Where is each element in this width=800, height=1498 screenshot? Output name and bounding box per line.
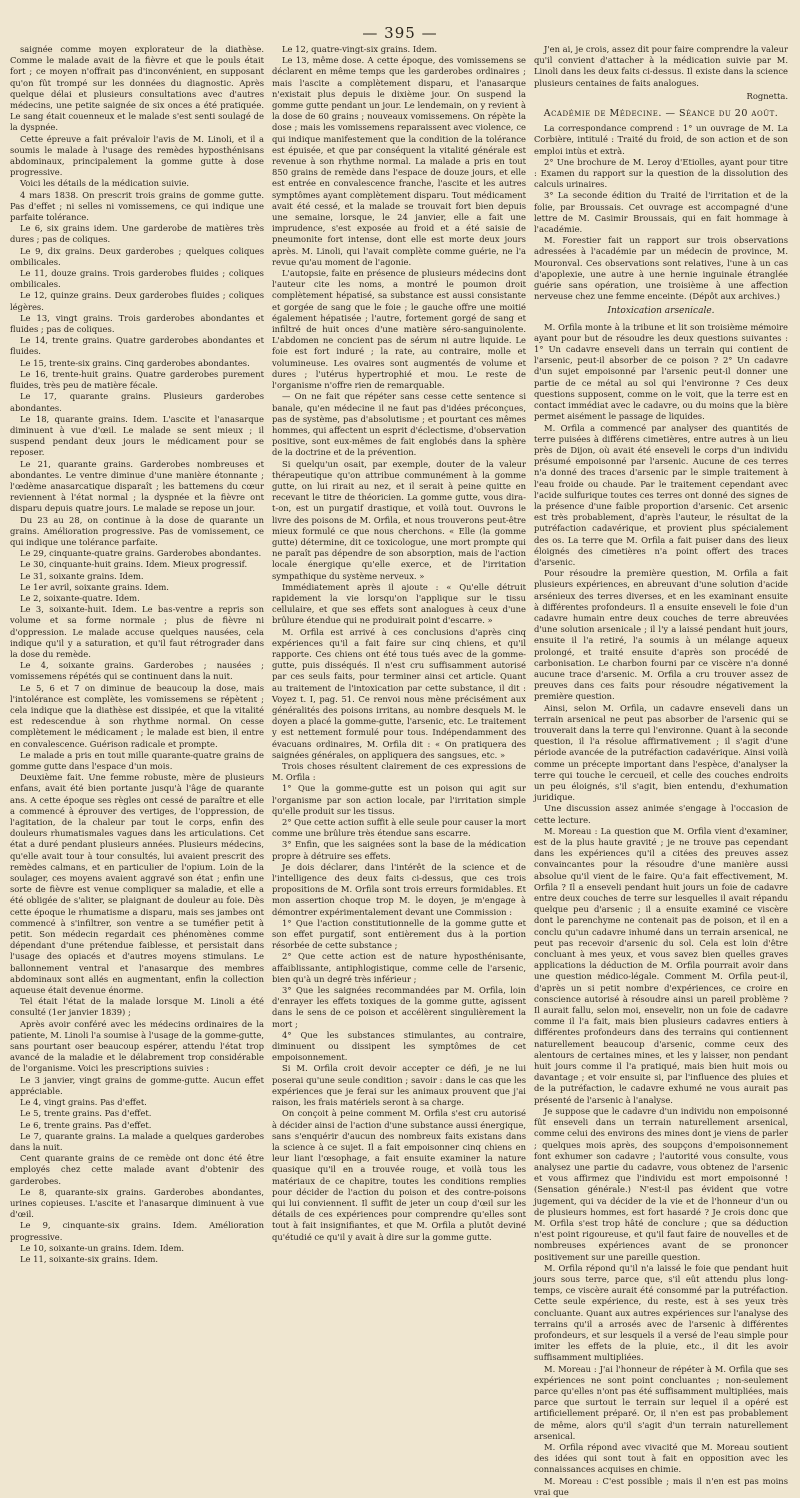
paragraph: Je suppose que le cadavre d'un individu non empoisonné fût enseveli dans un terrain naturellement arsenical, comme celui des environs des mines dont je viens de parler ; quelques mois après, des soupçons d'empoisonnement font exhumer son cadavre ; l'autorité vous consulte, vous analysez une partie du cadavre, vous obtenez de l'arsenic et vous affirmez que l'individu est mort empoisonné ! (Sensation générale.) N'est-il pas évident que votre jugement, qui va décider de la vie et de l'honneur d'un ou de plusieurs hommes, est fort hasardé ? Je crois donc que M. Orfila s'est trop hâté de conclure ; que sa déduction n'est point rigoureuse, et qu'il faut faire de nouvelles et de nombreuses expériences avant de se prononcer positivement sur une pareille question. <box>534 1105 788 1262</box>
paragraph: J'en ai, je crois, assez dit pour faire comprendre la valeur qu'il convient d'attacher à la médication suivie par M. Linoli dans les deux faits ci-dessus. Il existe dans la science plusieurs centaines de faits analogues. <box>534 44 788 88</box>
paragraph: Cette épreuve a fait prévaloir l'avis de M. Linoli, et il a soumis le malade à l'usage des remèdes hyposthénisans abdominaux, principalement la gomme gutte à dose progressive. <box>10 133 264 178</box>
paragraph: Le 7, quarante grains. La malade a quelques garderobes dans la nuit. <box>10 1130 264 1152</box>
paragraph: 2° Que cette action est de nature hyposthénisante, affaiblissante, antiphlogistique, comme celle de l'arsenic, bien qu'à un degré très inférieur ; <box>272 951 526 984</box>
intro-paragraphs <box>534 44 788 89</box>
paragraph: Le 3, soixante-huit. Idem. Le bas-ventre a repris son volume et sa forme normale ; plus de fièvre ni d'oppression. Le malade accuse quelques nausées, cela indique qu'il y a saturation, et qu'il faut rétrograder dans la dose du remède. <box>10 604 264 659</box>
paragraph: Le 4, soixante grains. Garderobes ; nausées ; vomissemens répétés qui se continuent dans la nuit. <box>10 660 264 682</box>
paragraph: Le 3 janvier, vingt grains de gomme-gutte. Aucun effet appréciable. <box>10 1074 264 1096</box>
paragraph: Le 12, quatre-vingt-six grains. Idem. <box>282 44 438 54</box>
paragraph: M. Orfila répond avec vivacité que M. Moreau soutient des idées qui sont tout à fait en opposition avec les connaissances acquises en chimie. <box>534 1441 788 1475</box>
paragraph: Le 9, dix grains. Deux garderobes ; quelques coliques ombilicales. <box>10 245 264 267</box>
column-left <box>10 44 264 1264</box>
column-middle <box>272 44 526 1242</box>
paragraph: Le 29, cinquante-quatre grains. Garderobes abondantes. <box>20 548 262 559</box>
paragraph: Le 30, cinquante-huit grains. Idem. Mieux progressif. <box>20 559 248 570</box>
paragraph: Le 10, soixante-un grains. Idem. Idem. <box>20 1242 185 1253</box>
paragraph: Le 9, cinquante-six grains. Idem. Amélioration progressive. <box>10 1220 264 1242</box>
paragraph: L'autopsie, faite en présence de plusieurs médecins dont l'auteur cite les noms, a montré le poumon droit complètement hépatisé, sa substance est aussi consistante et gorgée de sang que le foie ; le gauche offre une moitié également hépatisée ; l'autre, fortement gorgé de sang et infiltré de huit onces d'une matière séro-sanguinolente. L'abdomen ne concient pas de sérum ni autre liquide. Le foie est fort induré ; la rate, au contraire, molle et volumineuse. Les ovaires sont augmentés de volume et dures ; l'utérus hypertrophié et mou. Le reste de l'organisme n'offre rien de remarquable. <box>272 268 526 391</box>
paragraph: — On ne fait que répéter sans cesse cette sentence si banale, qu'en médecine il ne faut pas d'idées préconçues, pas de système, pas d'absolutisme ; et pourtant ces mêmes hommes, qui affectent un esprit d'éclectisme, d'observation positive, sont eux-mêmes de fait englobés dans la sphère de la doctrine et de la prévention. <box>272 391 526 458</box>
paragraph: Le 6, six grains idem. Une garderobe de matières très dures ; pas de coliques. <box>10 223 264 245</box>
paragraph: Le 2, soixante-quatre. Idem. <box>20 592 140 603</box>
paragraph: Le 6, trente grains. Pas d'effet. <box>20 1119 152 1130</box>
paragraph: Le 16, trente-huit grains. Quatre garderobes purement fluides, très peu de matière fécale. <box>10 368 264 391</box>
paragraph: 1° Que l'action constitutionnelle de la gomme gutte et son effet purgatif, sont entièrement dus à la portion résorbée de cette substance ; <box>272 917 526 951</box>
paragraph: Le 13, vingt grains. Trois garderobes abondantes et fluides ; pas de coliques. <box>10 312 264 335</box>
columns <box>10 30 790 1497</box>
discussion-paragraphs <box>534 322 788 1498</box>
paragraph: Le 8, quarante-six grains. Garderobes abondantes, urines copieuses. L'ascite et l'anasarque diminuent à vue d'œil. <box>10 1186 264 1220</box>
paragraph: Le 4, vingt grains. Pas d'effet. <box>20 1097 147 1108</box>
paragraph: 1° Que la gomme-gutte est un poison qui agit sur l'organisme par son action locale, par l'irritation simple qu'elle produit sur les tissus. <box>272 783 526 816</box>
paragraph: Deuxième fait. Une femme robuste, mère de plusieurs enfans, avait été bien portante jusqu'à l'âge de quarante ans. A cette époque ses règles ont cessé de paraître et elle a commencé à éprouver des vertiges, de l'oppression, de l'agitation, de la chaleur par tout le corps, enfin des douleurs rhumatismales vagues dans les articulations. Cet état a duré pendant plusieurs années. Plusieurs médecins, qu'elle avait tour à tour consultés, lui avaient prescrit des remèdes calmans, et en particulier de l'opium. Loin de la soulager, ces moyens avaient aggravé son état ; enfin une sorte de fièvre est venue compliquer sa maladie, et elle a été obligée de s'aliter, se plaignant de douleur au foie. Dès cette époque le rhumatisme a disparu, mais ses jambes ont commencé à s'infiltrer, son ventre a se tuméfier petit à petit. Son médecin regardait ces phénomènes comme dépendant d'une prétendue faiblesse, et persistait dans l'usage des opiacés et d'autres moyens stimulans. Le ballonnement ventral et l'anasarque des membres abdominaux sont allés en augmentant, enfin la collection aqueuse était devenue énorme. <box>10 772 264 996</box>
paragraph: Le 11, douze grains. Trois garderobes fluides ; coliques ombilicales. <box>10 268 264 290</box>
paragraph: 2° Que cette action suffit à elle seule pour causer la mort comme une brûlure très étendue sans escarre. <box>272 817 526 839</box>
paragraph: M. Moreau : La question que M. Orfila vient d'examiner, est de la plus haute gravité ; je ne trouve pas cependant dans les expériences qu'il a citées des preuves assez convaincantes pour la résoudre d'une manière aussi absolue qu'il vient de le faire. Qu'a fait effectivement, M. Orfila ? Il a enseveli pendant huit jours un foie de cadavre entre deux couches de terre sur lesquelles il avait répandu quelque peu d'arsenic ; il a ensuite examiné ce viscère dont le parenchyme ne contenait pas de poison, et il en a conclu qu'un cadavre inhumé dans un terrain arsenical, ne peut pas recevoir d'arsenic du sol. Cela est loin d'être concluant à mes yeux, et vous savez bien quelles graves applications la déduction de M. Orfila pourrait avoir dans une question médico-légale. Comment M. Orfila peut-il, d'après un si petit nombre d'expériences, ce croire en conscience autorisé à résoudre ainsi un pareil problème ? Il aurait fallu, selon moi, ensevelir, non un foie de cadavre comme il l'a fait, mais bien plusieurs cadavres entiers à différentes profondeurs dans des terrains qui contiennent naturellement beaucoup d'arsenic, comme ceux des alentours de certaines mines, et les y laisser, non pendant huit jours comme il l'a pratiqué, mais bien huit mois ou davantage ; et voir ensuite si, par l'influence des pluies et de la putréfaction, le cadavre exhumé ne vous aurait pas présenté de l'arsenic à l'analyse. <box>534 825 788 1105</box>
paragraph: Pour résoudre la première question, M. Orfila a fait plusieurs expériences, en abreuvant d'une solution d'acide arsénieux des terres diverses, et en les examinant ensuite à différentes profondeurs. Il a ensuite enseveli le foie d'un cadavre humain entre deux couches de terre abreuvées d'une solution arsenicale ; il l'y a laissé pendant huit jours, ensuite il l'a retiré, l'a soumis à un mélange aqueux prolongé, et traité ensuite d'après son procédé de carbonisation. Le charbon fourni par ce viscère n'a donné aucune trace d'arsenic. M. Orfila a cru trouver assez de preuves dans ces faits pour résoudre négativement la première question. <box>534 568 788 702</box>
paragraph: Le 1er avril, soixante grains. Idem. <box>20 581 169 592</box>
paragraph: Le 13, même dose. A cette époque, des vomissemens se déclarent en même temps que les garderobes ordinaires ; mais l'ascite a complètement disparu, et l'anasarque n'existait plus depuis le dixième jour. On suspend la gomme gutte pendant un jour. Le lendemain, on y revient à la dose de 60 grains ; nouveaux vomissemens. On répète la dose ; mais les vomissemens reparaissent avec violence, ce qui indique manifestement que la condition de la tolérance est épuisée, et que par conséquent la vitalité générale est revenue à son rhythme normal. La malade a pris en tout 850 grains de remède dans l'espace de douze jours, et elle est entrée en convalescence franche, l'ascite et les autres symptômes ayant complètement disparu. Tout médicament avait été cessé, et la malade se trouvait fort bien depuis une semaine, lorsque, le 24 janvier, elle a fait une imprudence, s'est exposée au froid et a été saisie de pneumonite fort intense, dont elle est morte deux jours après. M. Linoli, qui l'avait complète comme guérie, ne l'a revue qu'au moment de l'agonie. <box>272 55 526 267</box>
paragraph: Le 15, trente-six grains. Cinq garderobes abondantes. <box>20 357 250 368</box>
paragraph: M. Orfila monte à la tribune et lit son troisième mémoire ayant pour but de résoudre les deux questions suivantes : 1° Un cadavre enseveli dans un terrain qui contient de l'arsenic, peut-il absorber de ce poison ? 2° Un cadavre d'un sujet empoisonné par l'arsenic peut-il donner une partie de ce métal au sol qui l'environne ? Ces deux questions supposent, comme on le voit, que la terre est en contact immédiat avec le cadavre, ou du moins que la bière permet aisément le passage de liquides. <box>534 321 788 422</box>
paragraph: 3° La seconde édition du Traité de l'irritation et de la folie, par Broussais. Cet ouvrage est accompagné d'une lettre de M. Casimir Broussais, qui en fait hommage à l'académie. <box>534 190 788 235</box>
page-number: — 395 — <box>362 24 438 42</box>
paragraph: Après avoir conféré avec les médecins ordinaires de la patiente, M. Linoli l'a soumise à l'usage de la gomme-gutte, sans pourtant oser beaucoup espérer, attendu l'état trop avancé de la maladie et le délabrement trop considérable de l'organisme. Voici les prescriptions suivies : <box>10 1018 264 1074</box>
author-signature: Rognetta. <box>746 90 788 101</box>
paragraph: Si M. Orfila croit devoir accepter ce défi, je ne lui poserai qu'une seule condition ; savoir : dans le cas que les expériences que je ferai sur les animaux prouvent que j'ai raison, les frais matériels seront à sa charge. <box>272 1063 526 1108</box>
paragraph: Le 11, soixante-six grains. Idem. <box>20 1253 159 1264</box>
correspondence-paragraphs <box>534 123 788 302</box>
paragraph: Je dois déclarer, dans l'intérêt de la science et de l'intelligence des deux faits ci-dessus, que ces trois propositions de M. Orfila sont trois erreurs formidables. Et mon assertion choque trop M. le doyen, je m'engage à démontrer expérimentalement devant une Commission : <box>272 861 526 917</box>
paragraph: M. Orfila est arrivé à ces conclusions d'après cinq expériences qu'il a fait faire sur cinq chiens, et qu'il rapporte. Ces chiens ont été tous tués avec de la gomme-gutte, puis disséqués. Il n'est cru suffisamment autorisé par ces seuls faits, pour terminer ainsi cet article. Quant au traitement de l'intoxication par cette substance, il dit : Voyez t. I, pag. 51. Ce renvoi nous mène précisément aux généralités des poisons irritans, au nombre desquels M. le doyen a placé la gomme-gutte, l'arsenic, etc. Le traitement y est nettement formulé pour tous. Indépendamment des évacuans ordinaires, M. Orfila dit : « On pratiquera des saignées générales, on appliquera des sangsues, etc. » <box>272 626 526 760</box>
section-subtitle: Intoxication arsenicale. <box>607 306 715 317</box>
paragraph: Le 5, trente grains. Pas d'effet. <box>20 1108 152 1119</box>
paragraph: Si quelqu'un osait, par exemple, douter de la valeur thérapeutique qu'on attribue communément à la gomme gutte, on lui rirait au nez, et il serait à peine quitte en recevant le titre de théoricien. La gomme gutte, vous dira-t-on, est un purgatif drastique, et voilà tout. Ouvrons le livre des poisons de M. Orfila, et nous trouverons peut-être mieux formulé ce que nous cherchons. « Elle (la gomme gutte) détermine, dit ce toxicologue, une mort prompte qui ne paraît pas dépendre de son absorption, mais de l'action locale énergique qu'elle exerce, et de l'irritation sympathique du système nerveux. » <box>272 458 526 581</box>
paragraph: M. Moreau : C'est possible ; mais il n'en est pas moins vrai que <box>534 1475 788 1497</box>
paragraph: M. Moreau : J'ai l'honneur de répéter à M. Orfila que ses expériences ne sont point concluantes ; non-seulement parce qu'elles n'ont pas été suffisamment multipliées, mais parce que surtout le terrain sur lequel il a opéré est artificiellement préparé. Or, il n'en est pas probablement de même, alors qu'il s'agit d'un terrain naturellement arsenical. <box>534 1363 788 1441</box>
paragraph: Ainsi, selon M. Orfila, un cadavre enseveli dans un terrain arsenical ne peut pas absorber de l'arsenic qui se trouverait dans la terre qui l'environne. Quant à la seconde question, il l'a résolue affirmativement ; il s'agit d'une période avancée de la putréfaction cadavérique. Ainsi voilà comme un précepte important dans l'espèce, d'analyser la terre qui touche le cercueil, et celle des couches endroits un peu éloignés, s'il s'agit, bien entendu, d'exhumation juridique. <box>534 702 788 803</box>
paragraph: Le 17, quarante grains. Plusieurs garderobes abondantes. <box>10 391 264 413</box>
paragraph: Trois choses résultent clairement de ces expressions de M. Orfila : <box>272 761 526 783</box>
paragraph: Voici les détails de la médication suivie. <box>20 178 190 189</box>
paragraph: M. Forestier fait un rapport sur trois observations adressées à l'académie par un médecin de province, M. Mouronval. Ces observations sont relatives, l'une à un cas d'apoplexie, une autre à une hernie inguinale étranglée guérie sans opération, une troisième à une affection nerveuse chez une femme enceinte. (Dépôt aux archives.) <box>534 235 788 302</box>
paragraph: Le 14, trente grains. Quatre garderobes abondantes et fluides. <box>10 335 264 357</box>
paragraph: 4° Que les substances stimulantes, au contraire, diminuent ou dissipent les symptômes de cet empoisonnement. <box>272 1029 526 1063</box>
paragraph: M. Orfila a commencé par analyser des quantités de terre puisées à différens cimetières, entre autres à un lieu près de Dijon, où avait été enseveli le corps d'un individu présumé empoisonné par l'arsenic. Aucune de ces terres n'a donné des traces d'arsenic par le simple traitement à l'eau froide ou chaude. Par le traitement cependant avec l'acide sulfurique toutes ces terres ont donné des signes de la présence d'une faible proportion d'arsenic. Cet arsenic est très probablement, d'après l'auteur, le résultat de la putréfaction cadavérique, et provient plus spécialement des os. La terre que M. Orfila a fait puiser dans des lieux éloignés des cimetières n'a point offert des traces d'arsenic. <box>534 422 788 567</box>
paragraph: On conçoit à peine comment M. Orfila s'est cru autorisé à décider ainsi de l'action d'une substance aussi énergique, sans s'enquérir d'aucun des nombreux faits existans dans la science à ce sujet. Il a fait empoisonner cinq chiens en leur liant l'œsophage, a fait ensuite examiner la nature quasique qu'il en a trouvée rouge, et voilà tous les matériaux de ce chapitre, toutes les conditions remplies pour décider de l'action du poison et des contre-poisons qui lui conviennent. Il suffit de jeter un coup d'œil sur les détails de ces expériences pour comprendre qu'elles sont tout à fait insignifiantes, et que M. Orfila a plutôt deviné qu'étudié ce qu'il y avait à dire sur la gomme gutte. <box>272 1108 526 1242</box>
paragraph: Immédiatement après il ajoute : « Qu'elle détruit rapidement la vie lorsqu'on l'applique sur le tissu cellulaire, et que ses effets sont analogues à ceux d'une brûlure étendue qui ne produirait point d'escarre. » <box>272 581 526 626</box>
column-right <box>534 44 788 1497</box>
paragraph: Le 12, quinze grains. Deux garderobes fluides ; coliques légères. <box>10 290 264 312</box>
section-title: Académie de Médecine. — Séance du 20 août. <box>543 108 779 120</box>
paragraph: La correspondance comprend : 1° un ouvrage de M. La Corbière, intitulé : Traité du froid, de son action et de son emploi intùs et extrà. <box>534 123 788 156</box>
paragraph: saignée comme moyen explorateur de la diathèse. Comme le malade avait de la fièvre et que le pouls était fort ; ce moyen n'offrait pas d'inconvénient, en supposant qu'on fût trompé sur les données du diagnostic. Après quelque délai et plusieurs consultations avec d'autres médecins, une petite saignée de six onces a été pratiquée. Le sang était couenneux et le malade s'est senti soulagé de la dyspnée. <box>10 44 264 133</box>
paragraph: Cent quarante grains de ce remède ont donc été être employés chez cette malade avant d'obtenir des garderobes. <box>10 1153 264 1186</box>
paragraph: 4 mars 1838. On prescrit trois grains de gomme gutte. Pas d'effet ; ni selles ni vomissemens, ce qui indique une parfaite tolérance. <box>10 189 264 223</box>
paragraph: Le 21, quarante grains. Garderobes nombreuses et abondantes. Le ventre diminue d'une manière étonnante ; l'œdème anasarcatique disparaît ; les battemens du cœur reviennent à l'état normal ; la dyspnée et la fièvre ont disparu depuis quatre jours. Le malade se repose un jour. <box>10 458 264 514</box>
paragraph: 2° Une brochure de M. Leroy d'Etiolles, ayant pour titre : Examen du rapport sur la question de la dissolution des calculs urinaires. <box>534 156 788 190</box>
paragraph: Le 18, quarante grains. Idem. L'ascite et l'anasarque diminuent à vue d'œil. Le malade se sent mieux ; il suspend pendant deux jours le médicament pour se reposer. <box>10 413 264 458</box>
paragraph: Tel était l'état de la malade lorsque M. Linoli a été consulté (1er janvier 1839) ; <box>10 996 264 1018</box>
paragraph: Le 5, 6 et 7 on diminue de beaucoup la dose, mais l'intolérance est complète, les vomissemens se répètent ; cela indique que la diathèse est dissipée, et que la vitalité est redescendue à son rhythme normal. On cesse complètement le médicament ; le malade est bien, il entre en convalescence. Guérison radicale et prompte. <box>10 682 264 749</box>
paragraph: 3° Enfin, que les saignées sont la base de la médication propre à détruire ses effets. <box>272 839 526 861</box>
paragraph: M. Orfila répond qu'il n'a laissé le foie que pendant huit jours sous terre, parce que, s'il eût attendu plus long-temps, ce viscère aurait été consommé par la putréfaction. Cette seule expérience, du reste, est à ses yeux très concluante. Quant aux autres expériences sur l'analyse des terrains qu'il a arrosés avec de l'arsenic à différentes profondeurs, et sur lesquels il a versé de l'eau simple pour imiter les effets de la pluie, etc., il dit les avoir suffisamment multipliées. <box>534 1262 788 1363</box>
paragraph: 3° Que les saignées recommandées par M. Orfila, loin d'enrayer les effets toxiques de la gomme gutte, agissent dans le sens de ce poison et accélèrent singulièrement la mort ; <box>272 985 526 1029</box>
paragraph: Du 23 au 28, on continue à la dose de quarante un grains. Amélioration progressive. Pas de vomissement, ce qui indique une tolérance parfaite. <box>10 514 264 547</box>
paragraph: Une discussion assez animée s'engage à l'occasion de cette lecture. <box>534 803 788 825</box>
paragraph: Le 31, soixante grains. Idem. <box>20 570 144 581</box>
paragraph: Le malade a pris en tout mille quarante-quatre grains de gomme gutte dans l'espace d'un mois. <box>10 749 264 771</box>
